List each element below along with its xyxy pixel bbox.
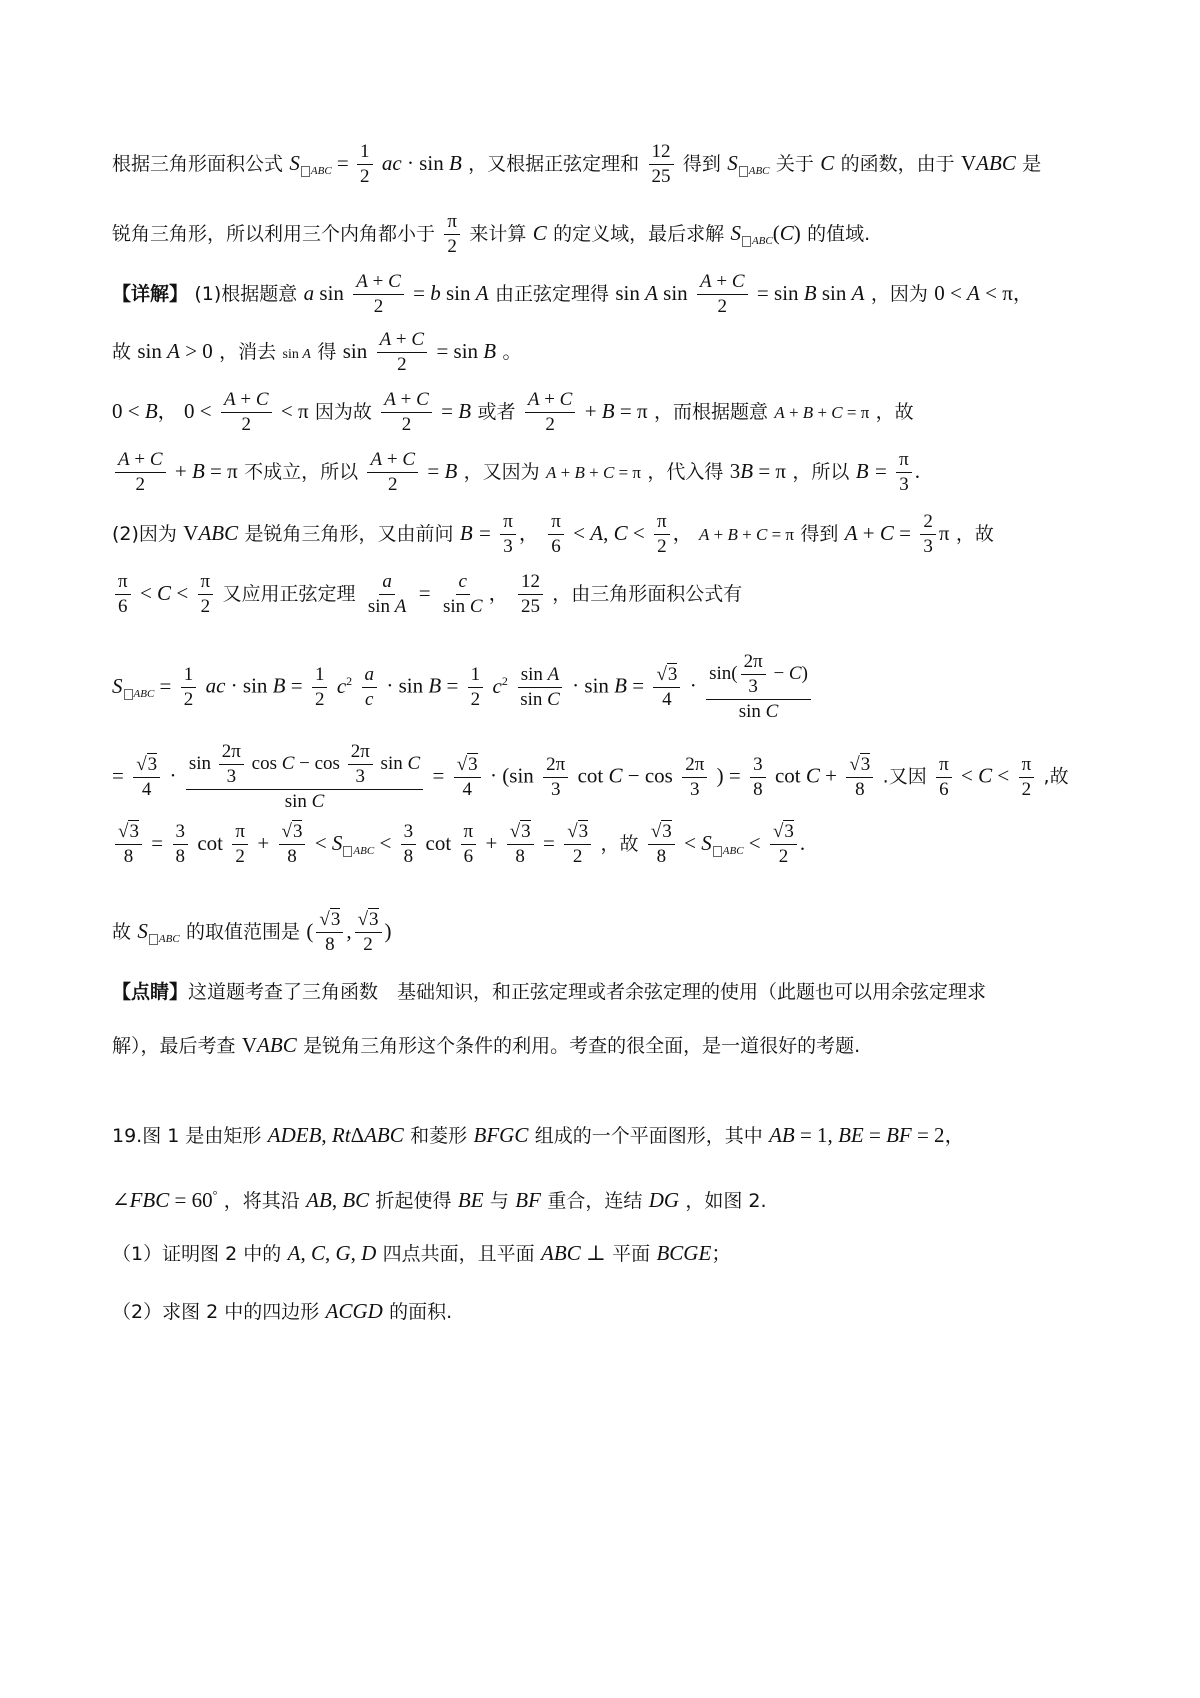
text-line-11: $\frac{√3}{8}$ = $\frac{3}{8}$ cot $\frac{\pi}{2}$ + $\frac{√3}{8}$ < S $_{ABC}$ < $\frac{3}{8}$ cot $\frac{\pi}{6}$ + $\frac{√3}{8}$ = $\frac{√3}{2}$ ，故 $\frac{√3}{8}$ < S $_{ABC}$ < $\frac{√3}{2}$ . (112, 820, 1120, 869)
text-line-14: 解），最后考查 VABC 是锐角三角形这个条件的利用。考查的很全面，是一道很好的考题. (112, 1033, 861, 1057)
question-19-line-2: ∠FBC = 60° ，将其沿 AB, BC 折起使得 BE 与 BF 重合，连结 DG ，如图 2. (112, 1188, 767, 1212)
question-19-part-1: （1）证明图 2 中的 A, C, G, D 四点共面，且平面 ABC ⊥ 平面 BCGE； (112, 1241, 732, 1265)
text-line-7: (2)因为 VABC 是锐角三角形，又由前问 B = $\frac{\pi}{3}$ ， $\frac{\pi}{6}$ < A, C < $\frac{\pi}{2}$ ， A + B + C = π 得到 A + C = $\frac{2}{3}$ π ，故 (112, 511, 994, 557)
text-line-5: 0 < B， 0 < $\frac{A + C}{2}$ < π 因为故 $\frac{A + C}{2}$ = B 或者 $\frac{A + C}{2}$ + B = π ，而根据题意 A + B + C = π ，故 (112, 389, 914, 435)
text-line-6: $\frac{A + C}{2}$ + B = π 不成立，所以 $\frac{A + C}{2}$ = B ，又因为 A + B + C = π ，代入得 3B = π ，所以 B = $\frac{\pi}{3}$ . (112, 448, 1120, 497)
text-line-1: 根据三角形面积公式 S $_{ABC}$ = $\frac{1}{2}$ ac · sin B ，又根据正弦定理和 $\frac{12}{25}$ 得到 S $_{ABC}$ 关于 C 的函数，由于 VABC 是 (112, 141, 1042, 187)
text-line-12: 故 S $_{ABC}$ 的取值范围是 ( $\frac{√3}{8}$ , $\frac{√3}{2}$ ) (112, 909, 392, 955)
text-line-10: = $\frac{√3}{4}$ · sin $\frac{2\pi}{3}$ cos C − cos $\frac{2\pi}{3}$ sin C sin C = $\frac{√3}{4}$ · (sin $\frac{2\pi}{3}$ cot C − cos $\frac{2\pi}{3}$ ) = $\frac{3}{8}$ cot C + $\frac{√3}{8}$ .又因 $\frac{\pi}{6}$ < C < $\frac{\pi}{2}$ ,故 (112, 741, 1069, 812)
text-line-4: 故 sin A > 0 ，消去 sin A 得 sin $\frac{A + C}{2}$ = sin B 。 (112, 329, 522, 375)
text-line-2: 锐角三角形，所以利用三个内角都小于 $\frac{\pi}{2}$ 来计算 C 的定义域，最后求解 S $_{ABC}$(C) 的值域. (112, 211, 871, 257)
text-line-9: S $_{ABC}$ = $\frac{1}{2}$ ac · sin B = $\frac{1}{2}$ $c^2$ $\frac{a}{c}$ · sin B = $\frac{1}{2}$ $c^2$ $\frac{\text{sin A}}{\text{sin C}}$ · sin B = $\frac{√3}{4}$ · sin( $\frac{2\pi}{3}$ − C) sin C (112, 650, 1120, 724)
text-line-3: 【详解】 (1)根据题意 a sin $\frac{A + C}{2}$ = b sin A 由正弦定理得 sin A sin $\frac{A + C}{2}$ = sin B sin A ，因为 0 < A < π， (112, 271, 1033, 317)
question-19-part-2: （2）求图 2 中的四边形 ACGD 的面积. (112, 1299, 453, 1323)
text-line-13: 【点睛】这道题考查了三角函数 基础知识，和正弦定理或者余弦定理的使用（此题也可以用余弦定理求 (112, 981, 987, 1003)
text-line-8: $\frac{\pi}{6}$ < C < $\frac{\pi}{2}$ 又应用正弦定理 $\frac{a}{\text{sin A}}$ = $\frac{c}{\text{sin C}}$ ， $\frac{12}{25}$ ，由三角形面积公式有 (112, 570, 1120, 619)
question-19-line-1: 19.图 1 是由矩形 ADEB, RtΔABC 和菱形 BFGC 组成的一个平面图形，其中 AB = 1, BE = BF = 2， (112, 1123, 965, 1147)
